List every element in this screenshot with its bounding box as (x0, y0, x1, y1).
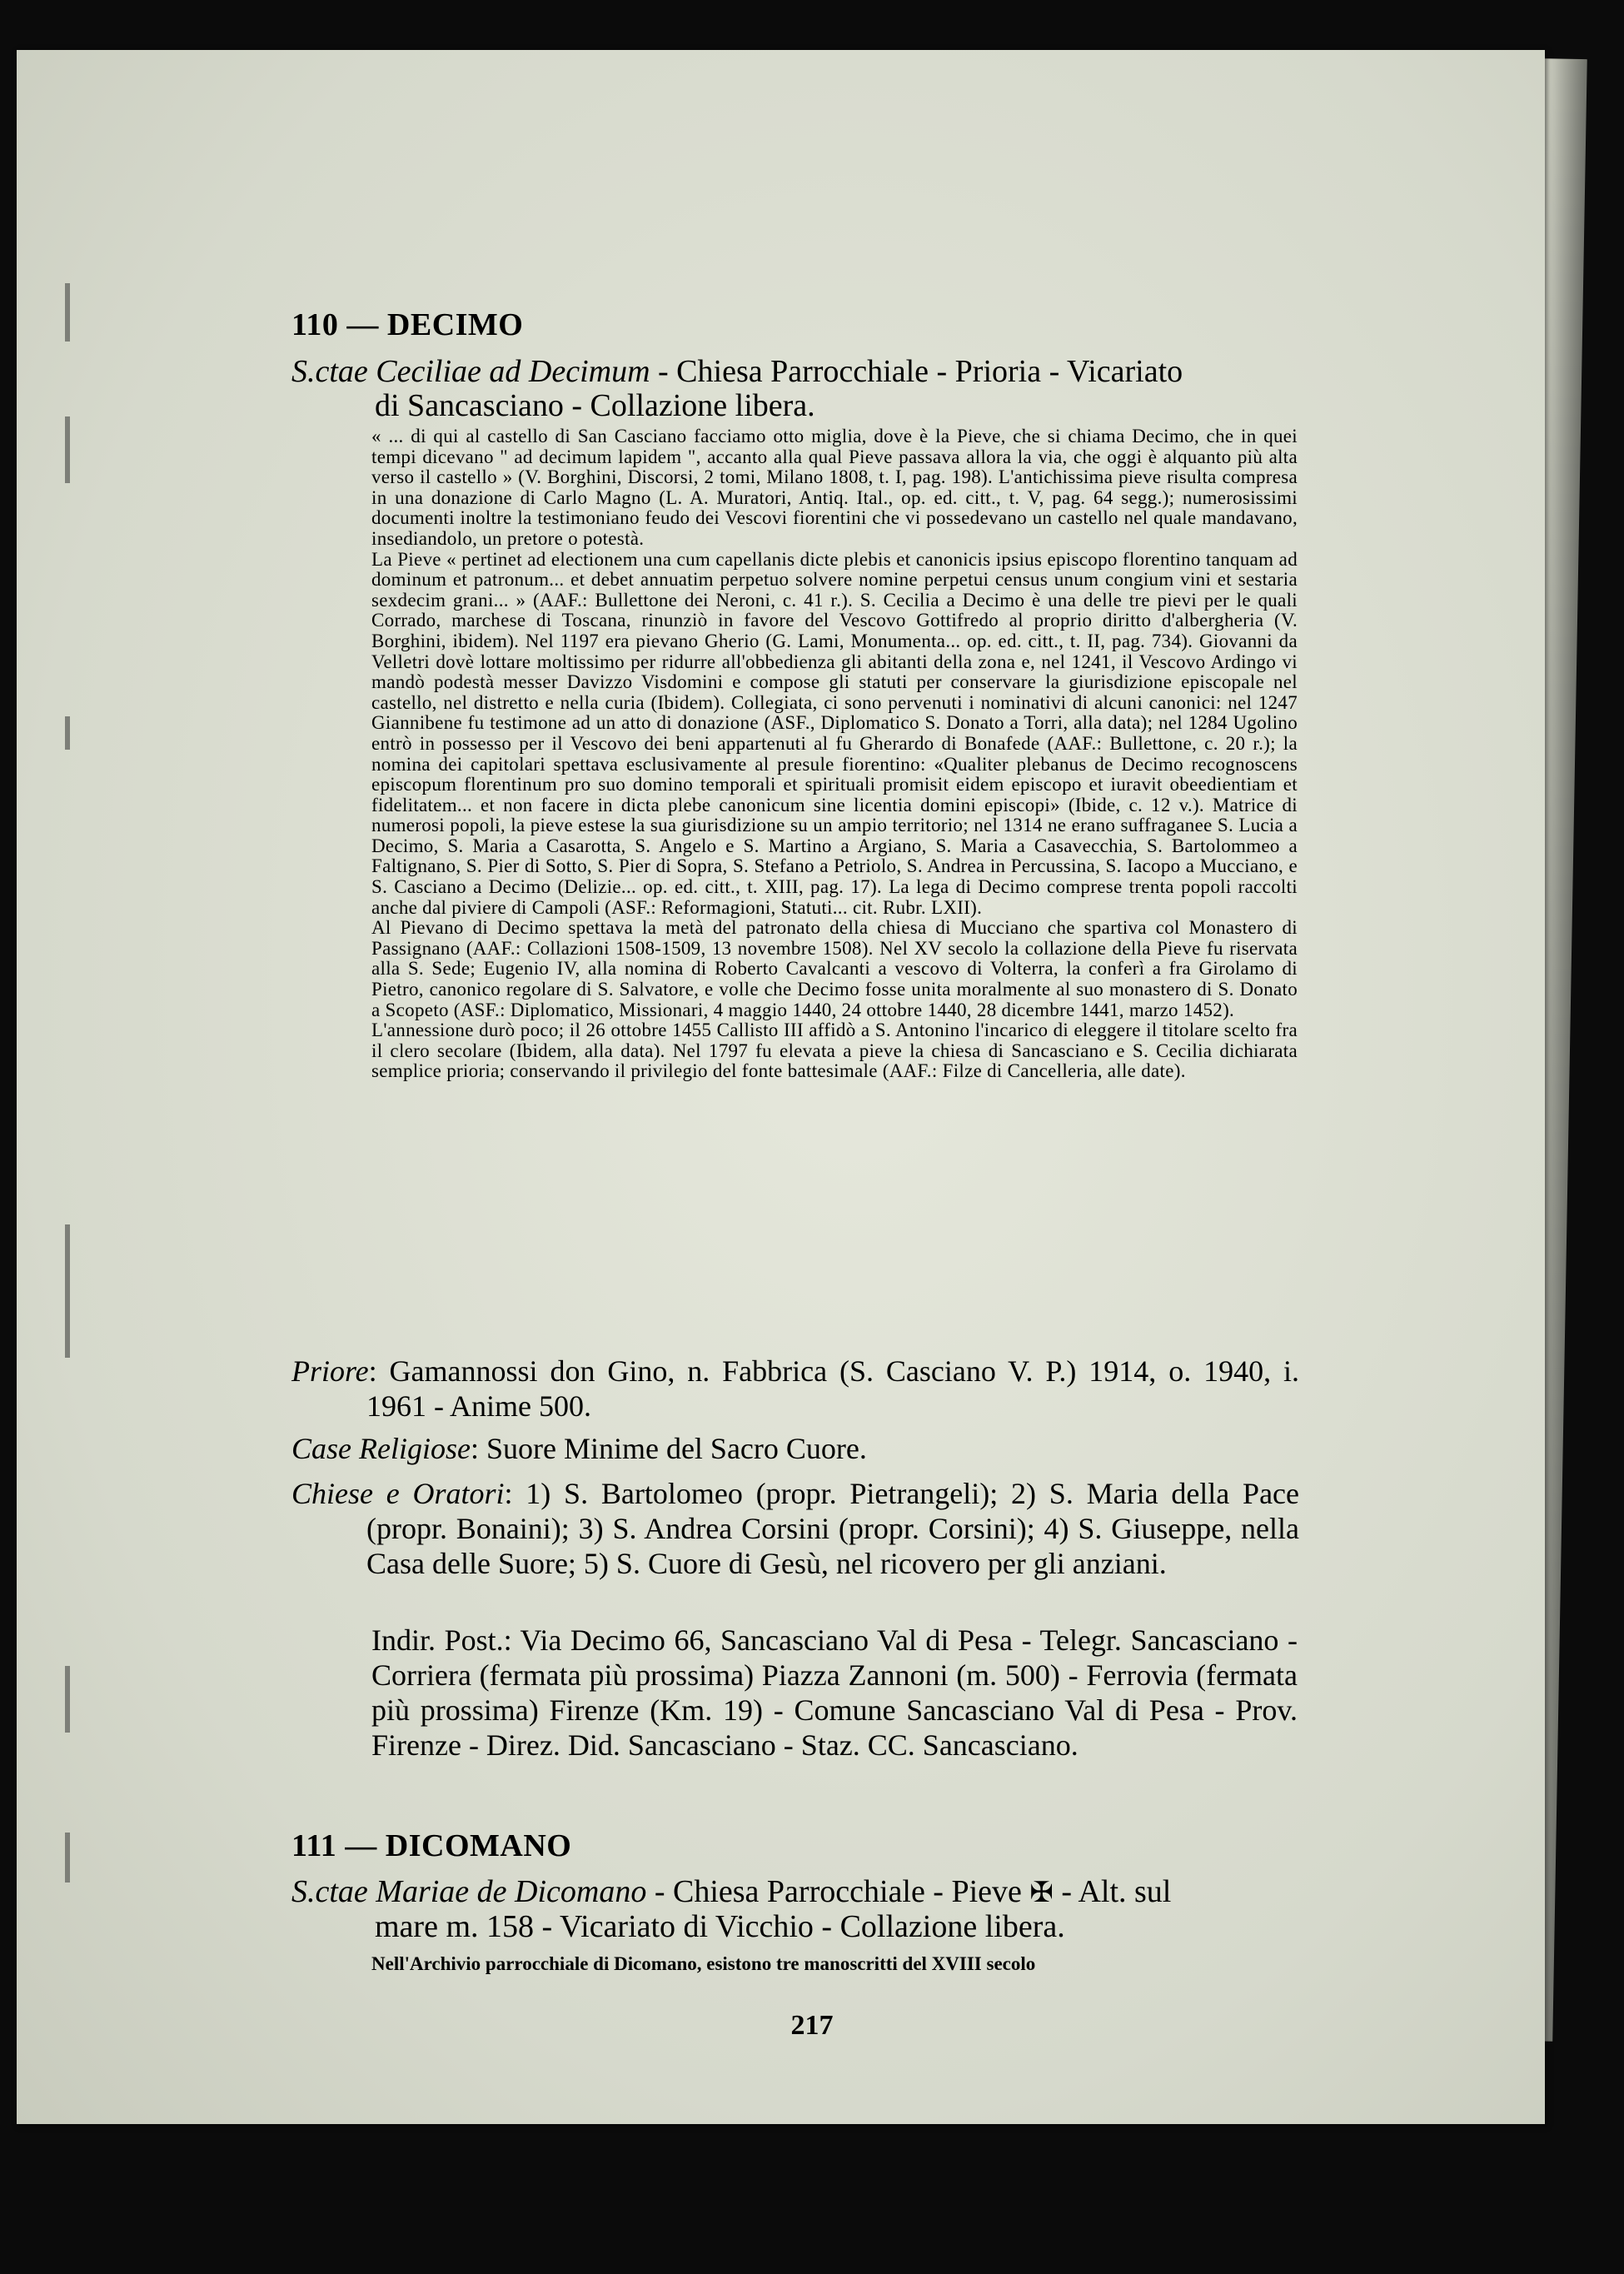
entry-110-case-religiose (291, 1431, 1299, 1466)
note-paragraph: La Pieve « pertinet ad electionem una cum capellanis dicte plebis et canonicis ipsius episcopo florentino tanquam ad dominum et patronum... et debet annuatim perpetuo solvere nomine perpetui census unum congium vini et sestaria sexdecim grani... » (AAF.: Bullettone dei Neroni, c. 41 r.). S. Cecilia a Decimo è una delle tre pievi per le quali Corrado, marchese di Toscana, rinunziò in favore del Vescovo Gottifredo al proprio diritto d'albergheria (V. Borghini, ibidem). Nel 1197 era pievano Gherio (G. Lami, Monumenta... op. ed. citt., t. II, pag. 734). Giovanni da Velletri dovè lottare moltissimo per ridurre all'obbedienza gli abitanti della zona e, nel 1241, il Vescovo Ardingo vi mandò podestà messer Davizzo Visdomini e compose gli statuti per conservare la giurisdizione episcopale nel castello, nel distretto e nella curia (Ibidem). Collegiata, ci sono pervenuti i nominativi di alcuni canonici: nel 1247 Giannibene fu testimone ad un atto di donazione (ASF., Diplomatico S. Donato a Torri, alla data); nel 1284 Ugolino entrò in possesso per il Vescovo dei beni appartenuti al fu Gherardo di Bonafede (AAF.: Bullettone, c. 20 r.); la nomina dei capitolari spettava esclusivamente al presule fiorentino: «Qualiter plebanus de Decimo recognoscens episcopum florentinum pro suo domino temporali et spirituali promisit eidem episcopo et iuravit obeedientiam et fidelitatem... et non facere in dicta plebe canonicum sine licentia domini episcopi» (Ibide, c. 12 v.). Matrice di numerosi popoli, la pieve estese la sua giurisdizione su un ampio territorio; nel 1314 ne erano suffraganee S. Lucia a Decimo, S. Maria a Casarotta, S. Angelo e S. Martino a Argiano, S. Maria a Casavecchia, S. Bartolommeo a Faltignano, S. Pier di Sotto, S. Pier di Sopra, S. Stefano a Petriolo, S. Andrea in Percussina, S. Iacopo a Mucciano, e S. Casciano a Decimo (Delizie... op. ed. citt., t. XIII, pag. 17). La lega di Decimo comprese trenta popoli raccolti anche dal piviere di Campoli (ASF.: Reformagioni, Statuti... cit. Rubr. LXII). (371, 548, 1298, 918)
binding-mark (65, 416, 70, 483)
binding-mark (65, 283, 70, 342)
case-religiose-label: Case Religiose (291, 1432, 471, 1465)
entry-111-title (291, 1874, 1299, 1911)
binding-mark (65, 1224, 70, 1358)
binding-mark (65, 1833, 70, 1883)
priore-text: : Gamannossi don Gino, n. Fabbrica (S. Casciano V. P.) 1914, o. 1940, i. 1961 - Anime 500. (366, 1354, 1299, 1423)
entry-110-title-rest: - Chiesa Parrocchiale - Prioria - Vicariato (650, 354, 1183, 389)
chiese-oratori-text: : 1) S. Bartolomeo (propr. Pietrangeli); 2) S. Maria della Pace (propr. Bonaini); 3) S. Andrea Corsini (propr. Corsini); 4) S. Giuseppe, nella Casa delle Suore; 5) S. Cuore di Gesù, nel ricovero per gli anziani. (366, 1477, 1300, 1580)
entry-111-latin-name: S.ctae Mariae de Dicomano (291, 1874, 647, 1909)
binding-mark (65, 716, 70, 750)
entry-110-heading: 110 — DECIMO (291, 307, 524, 342)
entry-110-title (291, 354, 1299, 390)
case-religiose-text: : Suore Minime del Sacro Cuore. (470, 1432, 867, 1465)
note-paragraph: L'annessione durò poco; il 26 ottobre 1455 Callisto III affidò a S. Antonino l'incarico di eleggere il titolare scelto fra il clero secolare (Ibidem, alla data). Nel 1797 fu elevata a pieve la chiesa di Sancasciano e S. Cecilia dichiarata semplice prioria; conservando il privilegio del fonte battesimale (AAF.: Filze di Cancelleria, alle date). (371, 1020, 1298, 1082)
entry-111-note: Nell'Archivio parrocchiale di Dicomano, esistono tre manoscritti del XVIII secolo (371, 1953, 1036, 1974)
priore-label: Priore (291, 1354, 369, 1388)
entry-110-postal-address: Indir. Post.: Via Decimo 66, Sancasciano Val di Pesa - Telegr. Sancasciano - Corriera (fermata più prossima) Piazza Zannoni (m. 500) - Ferrovia (fermata più prossima) Firenze (Km. 19) - Comune Sancasciano Val di Pesa - Prov. Firenze - Direz. Did. Sancasciano - Staz. CC. Sancasciano. (371, 1623, 1298, 1762)
entry-110-latin-name: S.ctae Ceciliae ad Decimum (291, 354, 650, 389)
entry-110-historical-note (371, 426, 1298, 1082)
entry-111-title-rest2: - Alt. sul (1053, 1874, 1172, 1909)
page-number: 217 (790, 2010, 834, 2041)
chiese-oratori-label: Chiese e Oratori (291, 1477, 505, 1510)
note-paragraph: Al Pievano di Decimo spettava la metà del patronato della chiesa di Mucciano che spartiva col Monastero di Passignano (AAF.: Collazioni 1508-1509, 13 novembre 1508). Nel XV secolo la collazione della Pieve fu riservata alla S. Sede; Eugenio IV, alla nomina di Roberto Cavalcanti a vescovo di Volterra, la conferì a fra Girolamo di Pietro, canonico regolare di S. Salvatore, e volle che Decimo fosse unita moralmente al suo monastero di S. Donato a Scopeto (ASF.: Diplomatico, Missionari, 4 maggio 1440, 24 ottobre 1440, 28 dicembre 1441, marzo 1452). (371, 917, 1298, 1020)
entry-110-chiese-oratori (291, 1476, 1299, 1581)
entry-110-priore (291, 1354, 1299, 1424)
entry-111-title-rest: - Chiesa Parrocchiale - Pieve (646, 1874, 1022, 1909)
entry-111-heading: 111 — DICOMANO (291, 1828, 572, 1863)
binding-mark (65, 1666, 70, 1733)
entry-111-title-line2: mare m. 158 - Vicariato di Vicchio - Collazione libera. (375, 1909, 1065, 1944)
entry-110-title-line2: di Sancasciano - Collazione libera. (375, 388, 815, 423)
maltese-cross-icon: ✠ (1029, 1878, 1054, 1908)
note-paragraph: « ... di qui al castello di San Casciano facciamo otto miglia, dove è la Pieve, che si chiama Decimo, che in quei tempi dicevano " ad decimum lapidem ", accanto alla qual Pieve passava allora la via, che oggi è alquanto più alta verso il castello » (V. Borghini, Discorsi, 2 tomi, Milano 1808, t. I, pag. 198). L'antichissima pieve risulta compresa in una donazione di Carlo Magno (L. A. Muratori, Antiq. Ital., op. ed. citt., t. V, pag. 64 segg.); numerosissimi documenti inoltre la testimoniano feudo dei Vescovi fiorentini che vi possedevano un castello nel quale mandavano, insediandolo, un pretore o potestà. (371, 426, 1298, 549)
